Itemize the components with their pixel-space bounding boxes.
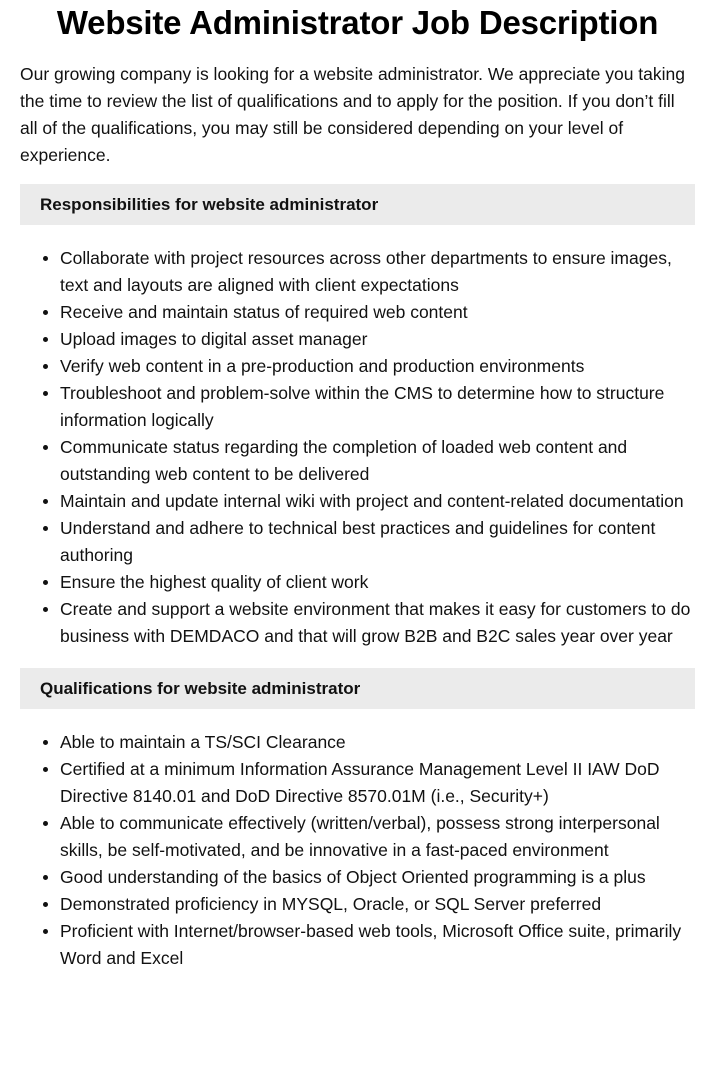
list-item: Able to communicate effectively (written/verbal), possess strong interpersonal skills, be self-motivated, and be innovative in a fast-paced environment	[60, 810, 695, 864]
list-item: Proficient with Internet/browser-based web tools, Microsoft Office suite, primarily Word and Excel	[60, 918, 695, 972]
bullet-icon	[43, 499, 48, 504]
responsibilities-section	[20, 184, 695, 650]
bullet-icon	[43, 929, 48, 934]
list-item: Demonstrated proficiency in MYSQL, Oracle, or SQL Server preferred	[60, 891, 695, 918]
bullet-icon	[43, 875, 48, 880]
bullet-icon	[43, 902, 48, 907]
bullet-icon	[43, 580, 48, 585]
bullet-icon	[43, 526, 48, 531]
list-item: Troubleshoot and problem-solve within the CMS to determine how to structure information logically	[60, 380, 695, 434]
bullet-icon	[43, 391, 48, 396]
list-item: Certified at a minimum Information Assurance Management Level II IAW DoD Directive 8140.01 and DoD Directive 8570.01M (i.e., Security+)	[60, 756, 695, 810]
bullet-icon	[43, 310, 48, 315]
list-item: Receive and maintain status of required web content	[60, 299, 695, 326]
list-item: Communicate status regarding the completion of loaded web content and outstanding web content to be delivered	[60, 434, 695, 488]
section-header-responsibilities: Responsibilities for website administrator	[20, 184, 695, 225]
qualifications-list	[20, 729, 695, 972]
bullet-icon	[43, 256, 48, 261]
section-header-qualifications: Qualifications for website administrator	[20, 668, 695, 709]
list-item: Upload images to digital asset manager	[60, 326, 695, 353]
list-item: Verify web content in a pre-production and production environments	[60, 353, 695, 380]
bullet-icon	[43, 821, 48, 826]
list-item: Maintain and update internal wiki with project and content-related documentation	[60, 488, 695, 515]
list-item: Collaborate with project resources across other departments to ensure images, text and layouts are aligned with client expectations	[60, 245, 695, 299]
page-title: Website Administrator Job Description	[56, 4, 659, 41]
list-item: Create and support a website environment that makes it easy for customers to do business with DEMDACO and that will grow B2B and B2C sales year over year	[60, 596, 695, 650]
bullet-icon	[43, 364, 48, 369]
bullet-icon	[43, 607, 48, 612]
bullet-icon	[43, 740, 48, 745]
bullet-icon	[43, 445, 48, 450]
list-item: Ensure the highest quality of client work	[60, 569, 695, 596]
list-item: Able to maintain a TS/SCI Clearance	[60, 729, 695, 756]
intro-paragraph: Our growing company is looking for a website administrator. We appreciate you taking the time to review the list of qualifications and to apply for the position. If you don’t fill all of the qualifications, you may still be considered depending on your level of experience.	[20, 64, 686, 165]
list-item: Good understanding of the basics of Object Oriented programming is a plus	[60, 864, 695, 891]
responsibilities-list	[20, 245, 695, 650]
bullet-icon	[43, 337, 48, 342]
bullet-icon	[43, 767, 48, 772]
qualifications-section	[20, 668, 695, 972]
list-item: Understand and adhere to technical best practices and guidelines for content authoring	[60, 515, 695, 569]
